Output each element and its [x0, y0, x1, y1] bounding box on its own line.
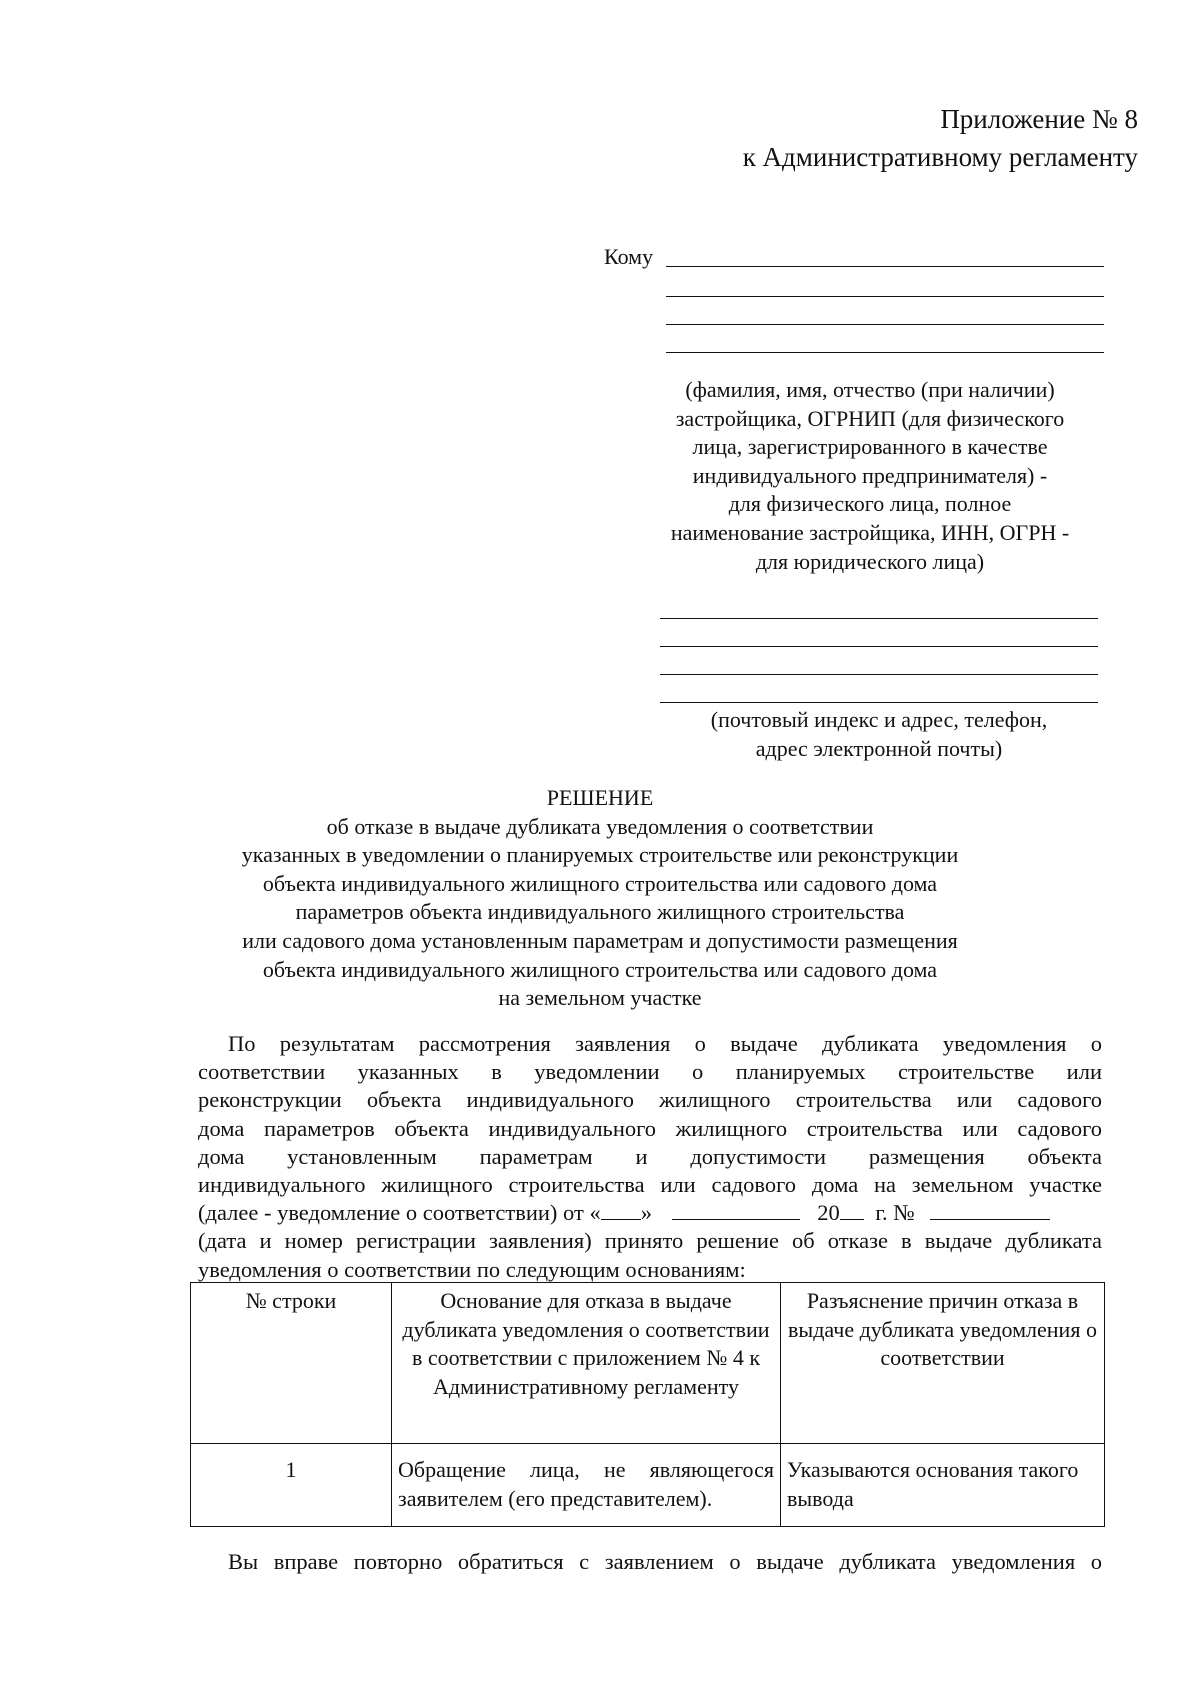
to-line-3	[666, 324, 1104, 325]
header-reason: Основание для отказа в выдаче дубликата уведомления о соответствии в соответствии с приложением № 4 к Административному регламенту	[392, 1283, 781, 1444]
appendix-number: Приложение № 8	[940, 104, 1138, 134]
footer-paragraph: Вы вправе повторно обратиться с заявлением о выдаче дубликата уведомления о	[228, 1549, 1102, 1574]
address-line-4	[660, 702, 1098, 703]
refusal-reasons-table	[190, 1282, 1105, 1527]
name-caption: (фамилия, имя, отчество (при наличии) застройщика, ОГРНИП (для физического лица, зарегистрированного в качестве индивидуального предпринимателя) - для физического лица, полное наименование застройщика, ИНН, ОГРН - для юридического лица)	[670, 377, 1070, 574]
row-explanation: Указываются основания такого вывода	[781, 1444, 1105, 1527]
address-line-3	[660, 674, 1098, 675]
month-blank	[672, 1199, 800, 1220]
address-line-2	[660, 646, 1098, 647]
year-blank	[840, 1199, 864, 1220]
to-line-1	[666, 266, 1104, 267]
number-blank	[930, 1199, 1050, 1220]
document-header	[743, 100, 1138, 176]
decision-title-block: РЕШЕНИЕ об отказе в выдаче дубликата уведомления о соответствии указанных в уведомлении о планируемых строительстве или реконструкции объекта индивидуального жилищного строительства или садового дома параметров объекта индивидуального жилищного строительства или садового дома установленным параметрам и допустимости размещения объекта индивидуального жилищного строительства или садового дома на земельном участке	[150, 784, 1050, 1013]
row-reason: Обращение лица, не являющегося заявителем (его представителем).	[392, 1444, 781, 1527]
to-line-2	[666, 296, 1104, 297]
decision-title: РЕШЕНИЕ	[546, 785, 654, 810]
address-caption: (почтовый индекс и адрес, телефон, адрес электронной почты)	[710, 707, 1048, 761]
header-row-number: № строки	[191, 1283, 392, 1444]
day-blank	[601, 1199, 641, 1220]
to-label: Кому	[604, 244, 654, 269]
appendix-reference: к Административному регламенту	[742, 142, 1138, 172]
body-paragraph: По результатам рассмотрения заявления о выдаче дубликата уведомления о соответствии указанных в уведомлении о планируемых строительстве или реконструкции объекта индивидуального жилищного строительства или садового дома параметров объекта индивидуального жилищного строительства или садового дома установленным параметрам и допустимости размещения объекта индивидуального жилищного строительства или садового дома на земельном участке (далее - уведомление о соответствии) от « » 20 г. № (дата и номер регистрации заявления) принято решение об отказе в выдаче дубликата уведомления о соответствии по следующим основаниям:	[198, 1031, 1102, 1282]
table-header-row	[191, 1283, 1105, 1444]
to-line-4	[666, 352, 1104, 353]
row-number: 1	[191, 1444, 392, 1527]
header-explanation: Разъяснение причин отказа в выдаче дубликата уведомления о соответствии	[781, 1283, 1105, 1444]
address-line-1	[660, 618, 1098, 619]
date-line: (далее - уведомление о соответствии) от « » 20 г. №	[198, 1199, 1102, 1227]
table-row	[191, 1444, 1105, 1527]
